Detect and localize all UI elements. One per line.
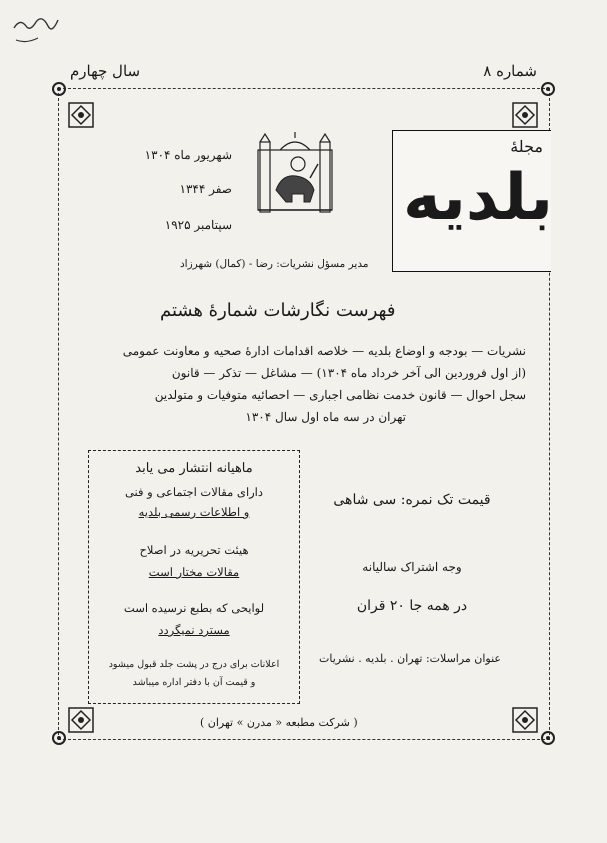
single-issue-price: قیمت تک نمره: سی شاهی <box>333 492 491 508</box>
ornament-icon <box>66 100 96 130</box>
mailing-address: عنوان مراسلات: تهران . بلدیه . نشریات <box>318 652 501 665</box>
info-line: و اطلاعات رسمی بلدیه <box>138 505 250 519</box>
issue-number: شماره ۸ <box>483 62 537 80</box>
subscription-price: در همه جا ۲۰ قران <box>356 598 468 614</box>
printer-credit: ( شرکت مطبعه « مدرن » تهران ) <box>200 716 358 729</box>
toc-line: (از اول فروردین الی آخر خرداد ماه ۱۳۰۴) — مشاغل — تذکر — قانون <box>171 366 526 380</box>
subscription-label: وجه اشتراک سالیانه <box>362 560 462 574</box>
toc-line: تهران در سه ماه اول سال ۱۳۰۴ <box>245 410 406 424</box>
masthead-box <box>392 130 551 272</box>
volume-year: سال چهارم <box>70 62 141 80</box>
toc-body <box>88 340 526 428</box>
date-gregorian: سپتامبر ۱۹۲۵ <box>164 218 232 232</box>
info-line: مسترد نمیگردد <box>158 623 230 637</box>
info-box <box>88 450 300 704</box>
date-qamari: صفر ۱۳۴۴ <box>179 182 232 196</box>
info-line: هیئت تحریریه در اصلاح <box>139 543 249 557</box>
corner-ornament-icon <box>539 80 557 98</box>
info-line: اعلانات برای درج در پشت جلد قبول میشود <box>108 659 280 670</box>
info-line: دارای مقالات اجتماعی و فنی <box>124 485 264 499</box>
handwritten-note <box>6 8 66 48</box>
info-line: و قیمت آن با دفتر اداره میباشد <box>132 677 256 688</box>
toc-line: سجل احوال — قانون خدمت نظامی اجباری — احصائیه متوفیات و متولدین <box>154 388 526 402</box>
date-shamsi: شهریور ماه ۱۳۰۴ <box>144 148 232 162</box>
ornament-icon <box>66 705 96 735</box>
corner-ornament-icon <box>50 80 68 98</box>
info-line: ماهیانه انتشار می یابد <box>135 461 253 476</box>
info-line: لوایحی که بطبع نرسیده است <box>123 601 265 615</box>
masthead-small: مجلهٔ <box>510 137 543 156</box>
ornament-icon <box>510 705 540 735</box>
lion-and-sun-emblem-icon <box>250 128 340 218</box>
ornament-icon <box>510 100 540 130</box>
toc-line: نشریات — بودجه و اوضاع بلدیه — خلاصه اقدامات ادارهٔ صحیه و معاونت عمومی <box>122 344 526 358</box>
toc-title: فهرست نگارشات شمارهٔ هشتم <box>160 300 396 321</box>
corner-ornament-icon <box>539 729 557 747</box>
masthead-title: بلدیه <box>403 161 553 235</box>
director-line: مدیر مسؤل نشریات: رضا - (کمال) شهرزاد <box>180 258 369 270</box>
info-line: مقالات مختار است <box>148 565 240 579</box>
